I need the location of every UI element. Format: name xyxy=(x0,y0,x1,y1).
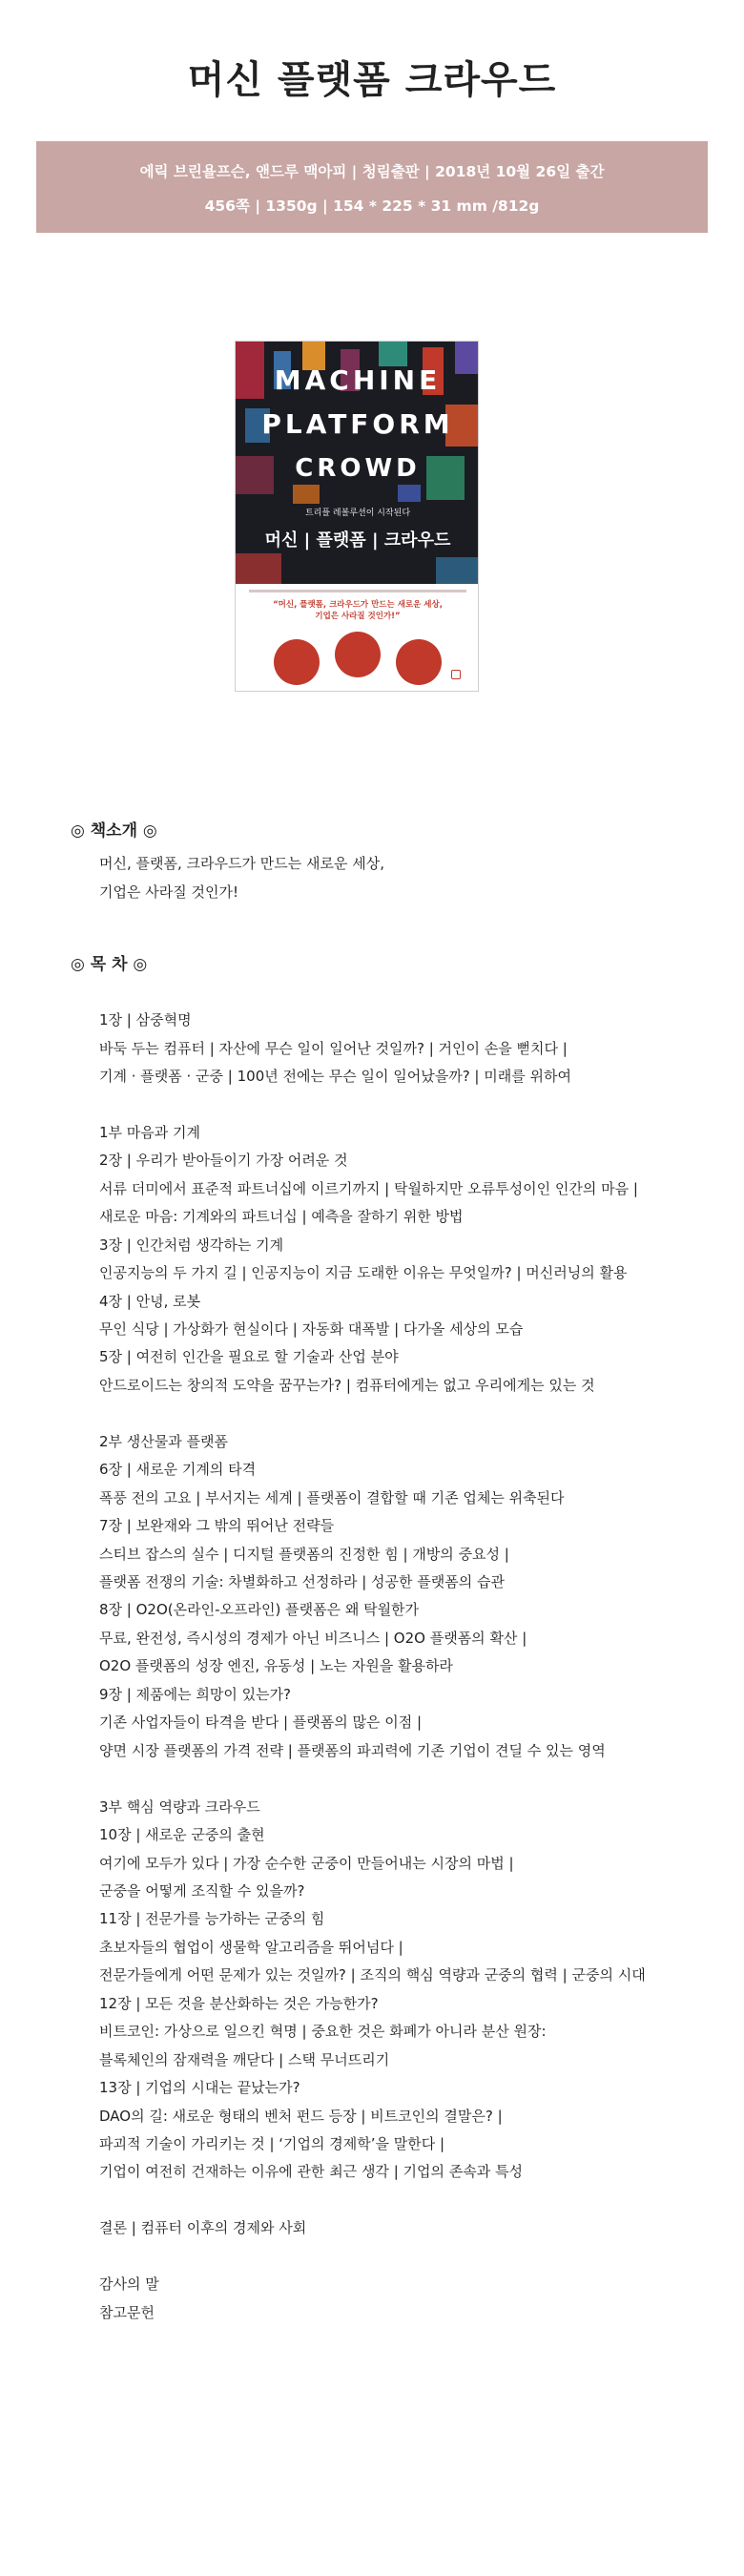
toc-line: 안드로이드는 창의적 도약을 꿈꾸는가? | 컴퓨터에게는 없고 우리에게는 있는 것 xyxy=(99,1376,595,1394)
toc-line: 군중을 어떻게 조직할 수 있을까? xyxy=(99,1881,305,1900)
toc-line: 파괴적 기술이 가리키는 것 | ‘기업의 경제학’을 말한다 | xyxy=(99,2135,445,2152)
book-cover xyxy=(235,341,479,692)
toc-line: 10장 | 새로운 군중의 출현 xyxy=(99,1826,265,1843)
toc-line: 8장 | O2O(온라인-오프라인) 플랫폼은 왜 탁월한가 xyxy=(99,1601,420,1619)
intro-heading: ◎ 책소개 ◎ xyxy=(71,821,157,841)
toc-line: 4장 | 안녕, 로봇 xyxy=(99,1292,201,1310)
toc-line: 무인 식당 | 가상화가 현실이다 | 자동화 대폭발 | 다가올 세상의 모습 xyxy=(99,1320,524,1338)
intro-line: 머신, 플랫폼, 크라우드가 만드는 새로운 세상, xyxy=(99,855,384,872)
toc-line: 13장 | 기업의 시대는 끝났는가? xyxy=(99,2079,300,2097)
cover-badge xyxy=(335,632,381,677)
page-title: 머신 플랫폼 크라우드 xyxy=(187,58,557,102)
cover-blurb-bar xyxy=(249,590,466,592)
cover-word-machine: MACHINE xyxy=(274,364,442,396)
toc-line: 양면 시장 플랫폼의 가격 전략 | 플랫폼의 파괴력에 기존 기업이 견딜 수 있는 영역 xyxy=(99,1741,606,1759)
cover-artwork xyxy=(236,342,479,584)
toc-line: 3장 | 인간처럼 생각하는 기계 xyxy=(99,1236,284,1254)
toc-line: 플랫폼 전쟁의 기술: 차별화하고 선정하라 | 성공한 플랫폼의 습관 xyxy=(99,1573,505,1590)
cover-korean-title: 머신 | 플랫폼 | 크라우드 xyxy=(264,530,451,551)
toc-line: 바둑 두는 컴퓨터 | 자산에 무슨 일이 일어난 것일까? | 거인이 손을 뻗치다 | xyxy=(99,1039,568,1057)
toc-line: 인공지능의 두 가지 길 | 인공지능이 지금 도래한 이유는 무엇일까? | 머신러닝의 활용 xyxy=(99,1264,628,1281)
book-info-band xyxy=(36,141,708,233)
toc-line: 무료, 완전성, 즉시성의 경제가 아닌 비즈니스 | O2O 플랫폼의 확산 | xyxy=(99,1629,527,1647)
toc-line: 전문가들에게 어떤 문제가 있는 것일까? | 조직의 핵심 역량과 군중의 협력 | 군중의 시대 xyxy=(99,1966,646,1984)
toc-heading: ◎ 목 차 ◎ xyxy=(71,955,148,974)
toc-line: 참고문헌 xyxy=(99,2303,155,2321)
toc-line: 기존 사업자들이 타격을 받다 | 플랫폼의 많은 이점 | xyxy=(99,1714,423,1732)
toc-line: 결론 | 컴퓨터 이후의 경제와 사회 xyxy=(99,2219,307,2237)
toc-line: 6장 | 새로운 기계의 타격 xyxy=(99,1461,257,1479)
book-spec-line: 456쪽 | 1350g | 154 * 225 * 31 mm /812g xyxy=(204,197,540,215)
toc-line: 비트코인: 가상으로 일으킨 혁명 | 중요한 것은 화폐가 아니라 분산 원장: xyxy=(99,2023,547,2041)
toc-line: 감사의 말 xyxy=(99,2275,159,2294)
toc-line: 폭풍 전의 고요 | 부서지는 세계 | 플랫폼이 결합할 때 기존 업체는 위축된다 xyxy=(99,1488,565,1506)
toc-line: 여기에 모두가 있다 | 가장 순수한 군중이 만들어내는 시장의 마법 | xyxy=(99,1854,514,1872)
toc-line: 1부 마음과 기계 xyxy=(99,1123,201,1141)
toc-line: 1장 | 삼중혁명 xyxy=(99,1011,192,1028)
toc-line: 스티브 잡스의 실수 | 디지털 플랫폼의 진정한 힘 | 개방의 중요성 | xyxy=(99,1545,509,1563)
cover-word-platform: PLATFORM xyxy=(261,408,454,440)
publisher-logo-icon xyxy=(451,670,461,679)
toc-line: 2부 생산물과 플랫폼 xyxy=(99,1432,229,1450)
toc-line: 12장 | 모든 것을 분산화하는 것은 가능한가? xyxy=(99,1994,379,2012)
toc-line: 5장 | 여전히 인간을 필요로 할 기술과 산업 분야 xyxy=(99,1348,399,1366)
toc-line: 서류 더미에서 표준적 파트너십에 이르기까지 | 탁월하지만 오류투성이인 인간의 마음 | xyxy=(99,1179,638,1197)
toc-line: 새로운 마음: 기계와의 파트너십 | 예측을 잘하기 위한 방법 xyxy=(99,1208,464,1226)
cover-word-crowd: CROWD xyxy=(295,454,421,483)
toc-line: 2장 | 우리가 받아들이기 가장 어려운 것 xyxy=(99,1152,348,1170)
toc-line: O2O 플랫폼의 성장 엔진, 유동성 | 노는 자원을 활용하라 xyxy=(99,1657,453,1675)
toc-line: 9장 | 제품에는 희망이 있는가? xyxy=(99,1685,292,1703)
toc-line: 초보자들의 협업이 생물학 알고리즘을 뛰어넘다 | xyxy=(99,1938,403,1956)
cover-lower-panel xyxy=(236,584,479,692)
toc-line: 기업이 여전히 건재하는 이유에 관한 최근 생각 | 기업의 존속과 특성 xyxy=(99,2163,523,2181)
book-meta-line: 에릭 브린욜프슨, 앤드루 맥아피 | 청림출판 | 2018년 10월 26일 출간 xyxy=(139,163,605,180)
cover-tagline: “머신, 플랫폼, 크라우드가 만드는 새로운 세상, 기업은 사라질 것인가!” xyxy=(273,600,443,621)
cover-badge xyxy=(396,639,442,685)
toc-line: 기계 · 플랫폼 · 군중 | 100년 전에는 무슨 일이 일어났을까? | 미래를 위하여 xyxy=(99,1067,571,1085)
toc-line: 7장 | 보완재와 그 밖의 뛰어난 전략들 xyxy=(99,1517,335,1535)
intro-line: 기업은 사라질 것인가! xyxy=(99,883,238,901)
cover-badge xyxy=(274,639,320,685)
toc-line: 블록체인의 잠재력을 깨닫다 | 스택 무너뜨리기 xyxy=(99,2050,390,2068)
cover-subtitle: 트리플 레볼루션이 시작된다 xyxy=(304,509,411,518)
toc-line: DAO의 길: 새로운 형태의 벤처 펀드 등장 | 비트코인의 결말은? | xyxy=(99,2107,503,2125)
toc-line: 3부 핵심 역량과 크라우드 xyxy=(99,1797,260,1816)
toc-line: 11장 | 전문가를 능가하는 군중의 힘 xyxy=(99,1910,325,1928)
